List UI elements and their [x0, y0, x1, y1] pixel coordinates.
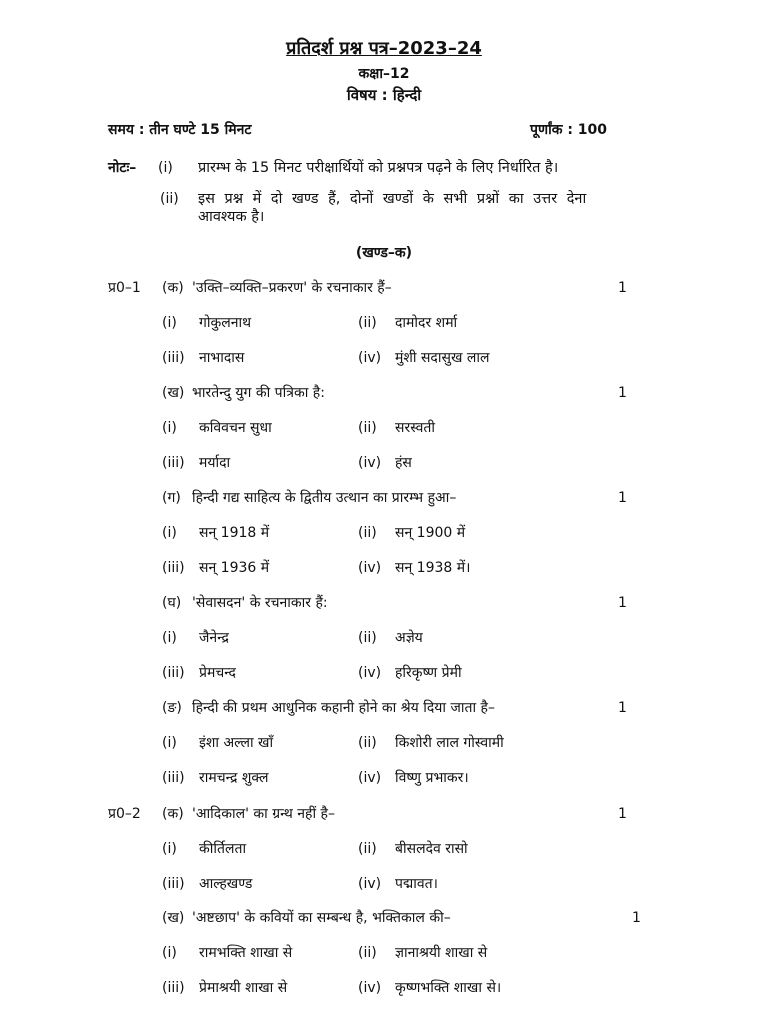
marks: 1 — [618, 806, 627, 822]
option-number: (iv) — [358, 560, 382, 576]
option-number: (iv) — [358, 350, 382, 366]
option-number: (i) — [162, 945, 177, 961]
option-number: (iii) — [162, 560, 185, 576]
option-number: (iii) — [162, 770, 185, 786]
question-text: हिन्दी गद्य साहित्य के द्वितीय उत्थान का प्रारम्भ हुआ– — [192, 490, 457, 506]
question-text: भारतेन्दु युग की पत्रिका है: — [192, 385, 325, 401]
option-text: सरस्वती — [395, 420, 436, 436]
option-number: (iv) — [358, 665, 382, 681]
option-text: हरिकृष्ण प्रेमी — [395, 665, 462, 681]
option-number: (i) — [162, 315, 177, 331]
marks: 1 — [632, 910, 641, 926]
option-text: मर्यादा — [199, 455, 231, 471]
total-marks-label: पूर्णांक : 100 — [530, 122, 608, 138]
note-text: इस प्रश्न में दो खण्ड हैं, दोनों खण्डों के सभी प्रश्नों का उत्तर देना आवश्यक है। — [198, 191, 587, 225]
option-text: हंस — [395, 455, 412, 471]
option-number: (i) — [162, 630, 177, 646]
part-label: (ख) — [162, 385, 185, 401]
part-label: (ग) — [162, 490, 181, 506]
option-number: (iii) — [162, 876, 185, 892]
question-text: 'सेवासदन' के रचनाकार हैं: — [192, 595, 328, 611]
question-text: हिन्दी की प्रथम आधुनिक कहानी होने का श्रेय दिया जाता है– — [192, 700, 495, 716]
option-text: रामभक्ति शाखा से — [199, 945, 293, 961]
option-number: (i) — [162, 841, 177, 857]
part-label: (ख) — [162, 910, 185, 926]
option-text: इंशा अल्ला खाँ — [199, 735, 274, 751]
note-label: नोटः– — [108, 160, 137, 176]
option-text: प्रेमचन्द — [199, 665, 236, 681]
option-text: सन् 1936 में — [199, 560, 270, 576]
class-label: कक्षा–12 — [358, 66, 410, 82]
option-number: (iv) — [358, 980, 382, 996]
option-text: नाभादास — [199, 350, 245, 366]
subject-label: विषय : हिन्दी — [346, 86, 422, 104]
option-number: (iv) — [358, 455, 382, 471]
question-number: प्र0–2 — [108, 806, 141, 822]
marks: 1 — [618, 595, 627, 611]
option-text: सन् 1900 में — [395, 525, 466, 541]
marks: 1 — [618, 700, 627, 716]
option-text: आल्हखण्ड — [199, 876, 253, 892]
option-number: (ii) — [358, 630, 377, 646]
option-number: (ii) — [358, 525, 377, 541]
option-text: अज्ञेय — [395, 630, 423, 646]
note-text: प्रारम्भ के 15 मिनट परीक्षार्थियों को प्रश्नपत्र पढ़ने के लिए निर्धारित है। — [198, 160, 559, 176]
option-text: सन् 1938 में। — [395, 560, 471, 576]
paper-title: प्रतिदर्श प्रश्न पत्र–2023–24 — [286, 38, 482, 59]
time-label: समय : तीन घण्टे 15 मिनट — [108, 122, 252, 138]
option-number: (ii) — [358, 841, 377, 857]
option-number: (iii) — [162, 455, 185, 471]
question-text: 'उक्ति–व्यक्ति–प्रकरण' के रचनाकार हैं– — [192, 280, 392, 296]
note-number: (i) — [158, 160, 173, 176]
part-label: (घ) — [162, 595, 182, 611]
option-number: (i) — [162, 420, 177, 436]
option-text: कविवचन सुधा — [199, 420, 272, 436]
part-label: (क) — [162, 280, 184, 296]
option-number: (ii) — [358, 315, 377, 331]
option-text: कीर्तिलता — [199, 841, 247, 857]
option-text: किशोरी लाल गोस्वामी — [395, 735, 504, 751]
option-number: (i) — [162, 735, 177, 751]
option-text: जैनेन्द्र — [199, 630, 229, 646]
option-number: (iv) — [358, 770, 382, 786]
option-text: बीसलदेव रासो — [395, 841, 468, 857]
option-text: रामचन्द्र शुक्ल — [199, 770, 269, 786]
marks: 1 — [618, 385, 627, 401]
part-label: (ङ) — [162, 700, 182, 716]
option-text: विष्णु प्रभाकर। — [395, 770, 469, 786]
option-text: गोकुलनाथ — [199, 315, 252, 331]
option-number: (ii) — [358, 735, 377, 751]
option-number: (iii) — [162, 980, 185, 996]
option-number: (iii) — [162, 350, 185, 366]
option-text: पद्मावत। — [395, 876, 438, 892]
option-text: दामोदर शर्मा — [395, 315, 458, 331]
option-number: (i) — [162, 525, 177, 541]
option-text: ज्ञानाश्रयी शाखा से — [395, 945, 488, 961]
question-text: 'आदिकाल' का ग्रन्थ नहीं है– — [192, 806, 335, 822]
option-number: (iv) — [358, 876, 382, 892]
option-text: मुंशी सदासुख लाल — [395, 350, 490, 366]
option-number: (iii) — [162, 665, 185, 681]
option-text: प्रेमाश्रयी शाखा से — [199, 980, 288, 996]
option-number: (ii) — [358, 420, 377, 436]
section-heading: (खण्ड–क) — [355, 245, 413, 261]
option-text: सन् 1918 में — [199, 525, 270, 541]
option-text: कृष्णभक्ति शाखा से। — [395, 980, 502, 996]
marks: 1 — [618, 280, 627, 296]
question-text: 'अष्टछाप' के कवियों का सम्बन्ध है, भक्तिकाल की– — [192, 910, 451, 926]
marks: 1 — [618, 490, 627, 506]
part-label: (क) — [162, 806, 184, 822]
question-number: प्र0–1 — [108, 280, 141, 296]
note-number: (ii) — [160, 191, 179, 207]
option-number: (ii) — [358, 945, 377, 961]
